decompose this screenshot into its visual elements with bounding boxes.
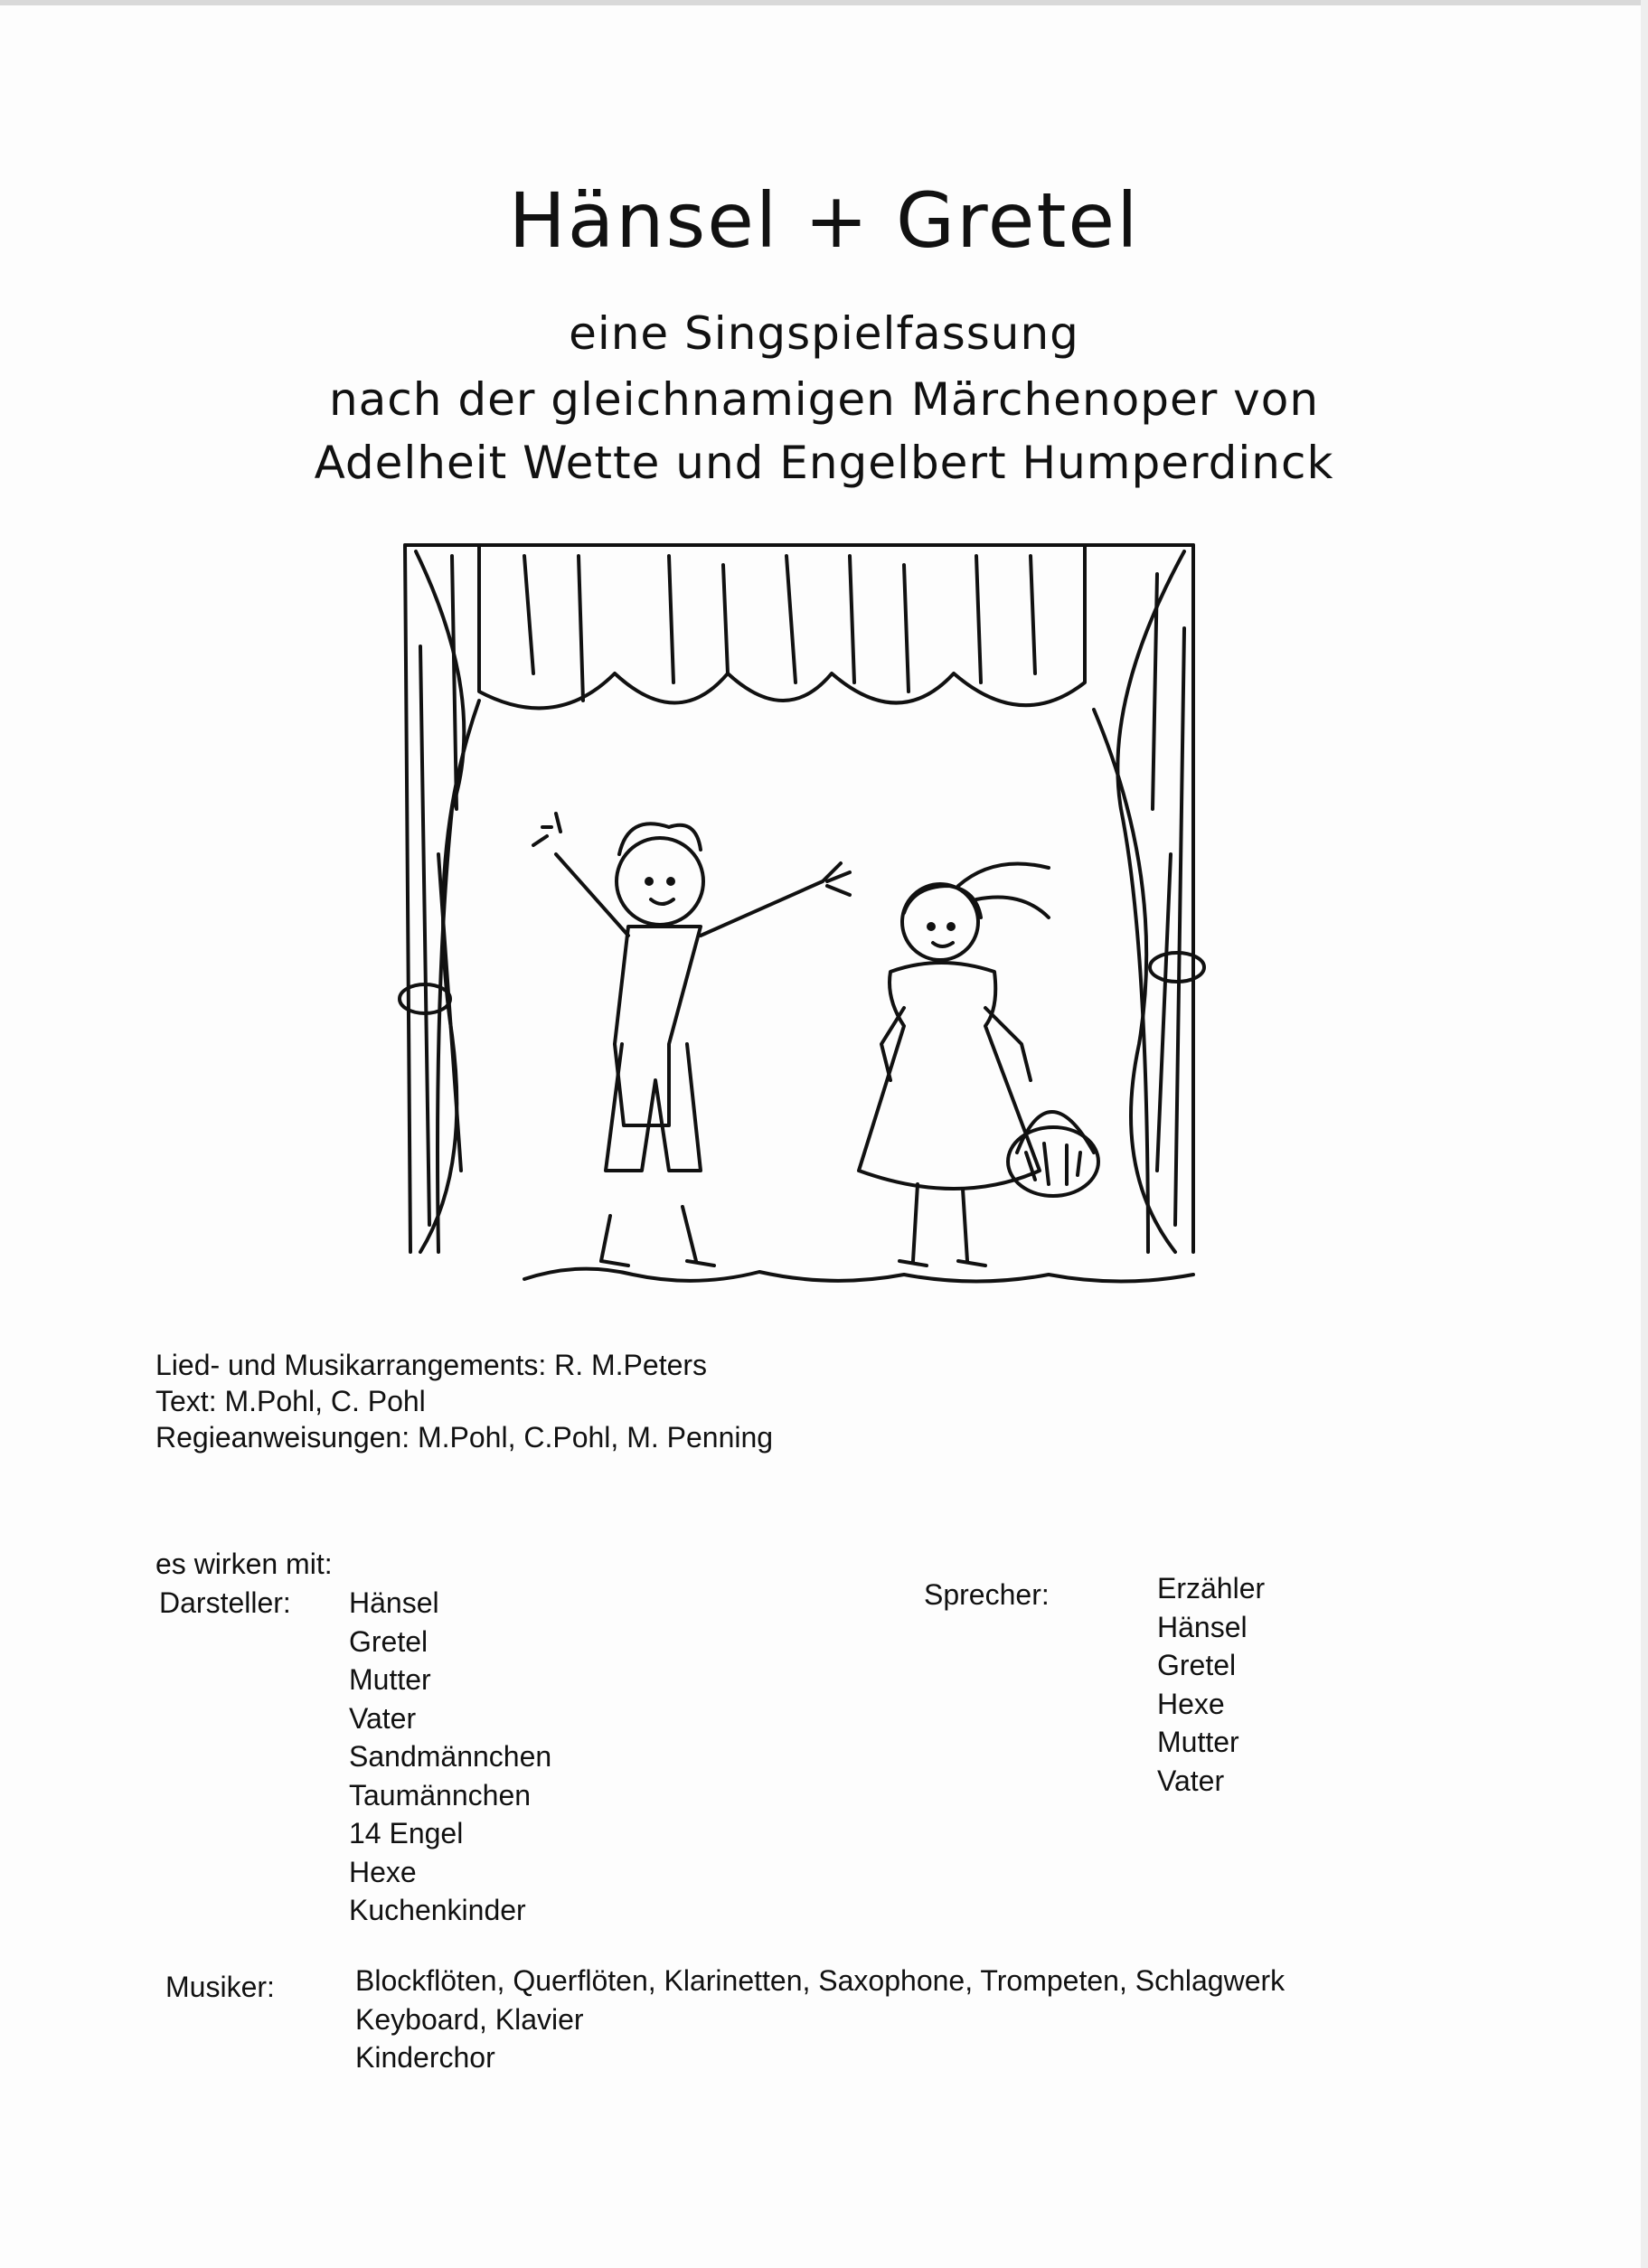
- girl-figure: [859, 864, 1098, 1266]
- list-item: Blockflöten, Querflöten, Klarinetten, Saxophone, Trompeten, Schlagwerk: [355, 1964, 1285, 1997]
- darsteller-list: [349, 1584, 551, 1930]
- list-item: Hexe: [1157, 1687, 1225, 1720]
- list-item: Hänsel: [349, 1586, 439, 1619]
- curtain-valance: [479, 547, 1085, 708]
- sprecher-label: Sprecher:: [924, 1578, 1050, 1611]
- sprecher-list: [1157, 1569, 1265, 1800]
- list-item: Gretel: [349, 1624, 428, 1658]
- credits-block: [155, 1347, 773, 1455]
- musiker-label: Musiker:: [165, 1971, 275, 2003]
- right-curtain: [1117, 551, 1184, 1252]
- list-item: Kuchenkinder: [349, 1894, 526, 1926]
- musiker-list: [355, 1962, 1285, 2077]
- page-top-edge: [0, 0, 1648, 5]
- list-item: 14 Engel: [349, 1817, 464, 1849]
- stage-left-frame: [405, 545, 410, 1252]
- stage-ground: [524, 1269, 1193, 1282]
- list-item: Gretel: [1157, 1649, 1237, 1681]
- boy-figure: [533, 814, 850, 1266]
- stage-illustration: [398, 538, 1211, 1293]
- list-item: Hänsel: [1157, 1610, 1248, 1643]
- list-item: Sandmännchen: [349, 1740, 552, 1773]
- list-item: Hexe: [349, 1855, 417, 1888]
- list-item: Vater: [1157, 1764, 1225, 1797]
- list-item: Erzähler: [1157, 1572, 1266, 1605]
- list-item: Taumännchen: [349, 1778, 532, 1812]
- cast-intro: es wirken mit:: [155, 1548, 333, 1580]
- list-item: Kinderchor: [355, 2041, 495, 2074]
- subtitle-line-2: nach der gleichnamigen Märchenoper von: [328, 373, 1320, 426]
- list-item: Mutter: [349, 1663, 431, 1696]
- credit-line: Regieanweisungen: M.Pohl, C.Pohl, M. Penning: [155, 1421, 774, 1454]
- page-title: Hänsel + Gretel: [508, 176, 1140, 265]
- list-item: Keyboard, Klavier: [355, 2002, 584, 2036]
- darsteller-label: Darsteller:: [159, 1586, 291, 1619]
- credit-line: Lied- und Musikarrangements: R. M.Peters: [155, 1349, 708, 1381]
- credit-line: Text: M.Pohl, C. Pohl: [155, 1385, 426, 1417]
- subtitle-line-3: Adelheit Wette und Engelbert Humperdinck: [314, 437, 1334, 489]
- subtitle-line-1: eine Singspielfassung: [569, 307, 1079, 360]
- list-item: Mutter: [1157, 1726, 1239, 1758]
- list-item: Vater: [349, 1701, 417, 1735]
